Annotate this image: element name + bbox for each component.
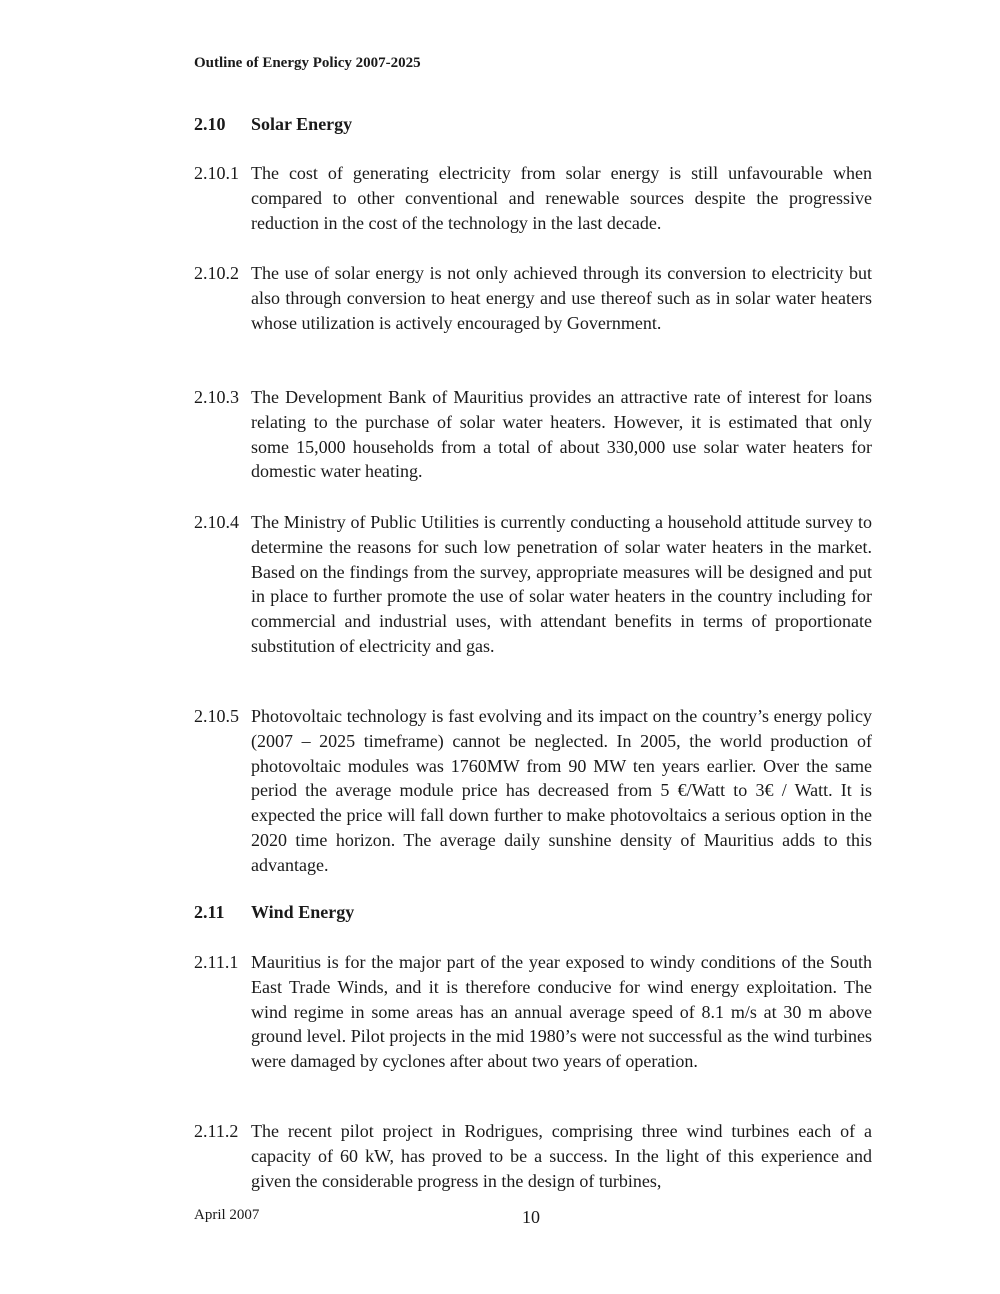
section-heading-wind-energy [194, 902, 354, 923]
section-title: Solar Energy [251, 114, 353, 134]
section-heading-solar-energy [194, 114, 352, 135]
paragraph-number: 2.10.4 [194, 512, 239, 532]
paragraph-text: The use of solar energy is not only achieved through its conversion to electricity but also through conversion to heat energy and use thereof such as in solar water heaters whose utilization is actively encouraged by Government. [251, 263, 872, 333]
paragraph-text: The cost of generating electricity from solar energy is still unfavourable when compared to other conventional and renewable sources despite the progressive reduction in the cost of the technology in the last decade. [251, 163, 872, 233]
paragraph-number: 2.10.1 [194, 163, 239, 183]
paragraph-2-10-4 [194, 510, 872, 659]
section-title: Wind Energy [251, 902, 355, 922]
running-header: Outline of Energy Policy 2007-2025 [194, 55, 421, 71]
paragraph-text: Photovoltaic technology is fast evolving and its impact on the country’s energy policy (2007 – 2025 timeframe) cannot be neglected. In 2005, the world production of photovoltaic modules was 1760MW from 90 MW ten years earlier. Over the same period the average module price has decreased from 5 €/Watt to 3€ / Watt. It is expected the price will fall down further to make photovoltaics a serious option in the 2020 time horizon. The average daily sunshine density of Mauritius adds to this advantage. [251, 706, 872, 875]
paragraph-2-10-5 [194, 704, 872, 878]
paragraph-text: The Development Bank of Mauritius provides an attractive rate of interest for loans relating to the purchase of solar water heaters. However, it is estimated that only some 15,000 households from a total of about 330,000 use solar water heaters for domestic water heating. [251, 387, 872, 482]
page-number: 10 [522, 1207, 540, 1227]
paragraph-text: Mauritius is for the major part of the year exposed to windy conditions of the South East Trade Winds, and it is therefore conducive for wind energy exploitation. The wind regime in some areas has an annual average speed of 8.1 m/s at 30 m above ground level. Pilot projects in the mid 1980’s were not successful as the wind turbines were damaged by cyclones after about two years of operation. [251, 952, 872, 1072]
section-number: 2.10 [194, 114, 226, 134]
paragraph-text: The Ministry of Public Utilities is currently conducting a household attitude survey to determine the reasons for such low penetration of solar water heaters in the market. Based on the findings from the survey, appropriate measures will be designed and put in place to further promote the use of solar water heaters in the country including for commercial and industrial uses, with attendant benefits in terms of proportionate substitution of electricity and gas. [251, 512, 872, 656]
paragraph-number: 2.11.1 [194, 952, 239, 972]
paragraph-2-11-1 [194, 950, 872, 1074]
paragraph-number: 2.10.2 [194, 263, 239, 283]
paragraph-2-10-1 [194, 161, 872, 235]
paragraph-number: 2.10.5 [194, 706, 239, 726]
paragraph-2-10-2 [194, 261, 872, 335]
paragraph-number: 2.10.3 [194, 387, 239, 407]
paragraph-2-11-2 [194, 1119, 872, 1193]
paragraph-number: 2.11.2 [194, 1121, 239, 1141]
footer-date: April 2007 [194, 1207, 260, 1223]
paragraph-2-10-3 [194, 385, 872, 484]
section-number: 2.11 [194, 902, 225, 922]
paragraph-text: The recent pilot project in Rodrigues, comprising three wind turbines each of a capacity of 60 kW, has proved to be a success. In the light of this experience and given the considerable progress in the design of turbines, [251, 1121, 872, 1191]
